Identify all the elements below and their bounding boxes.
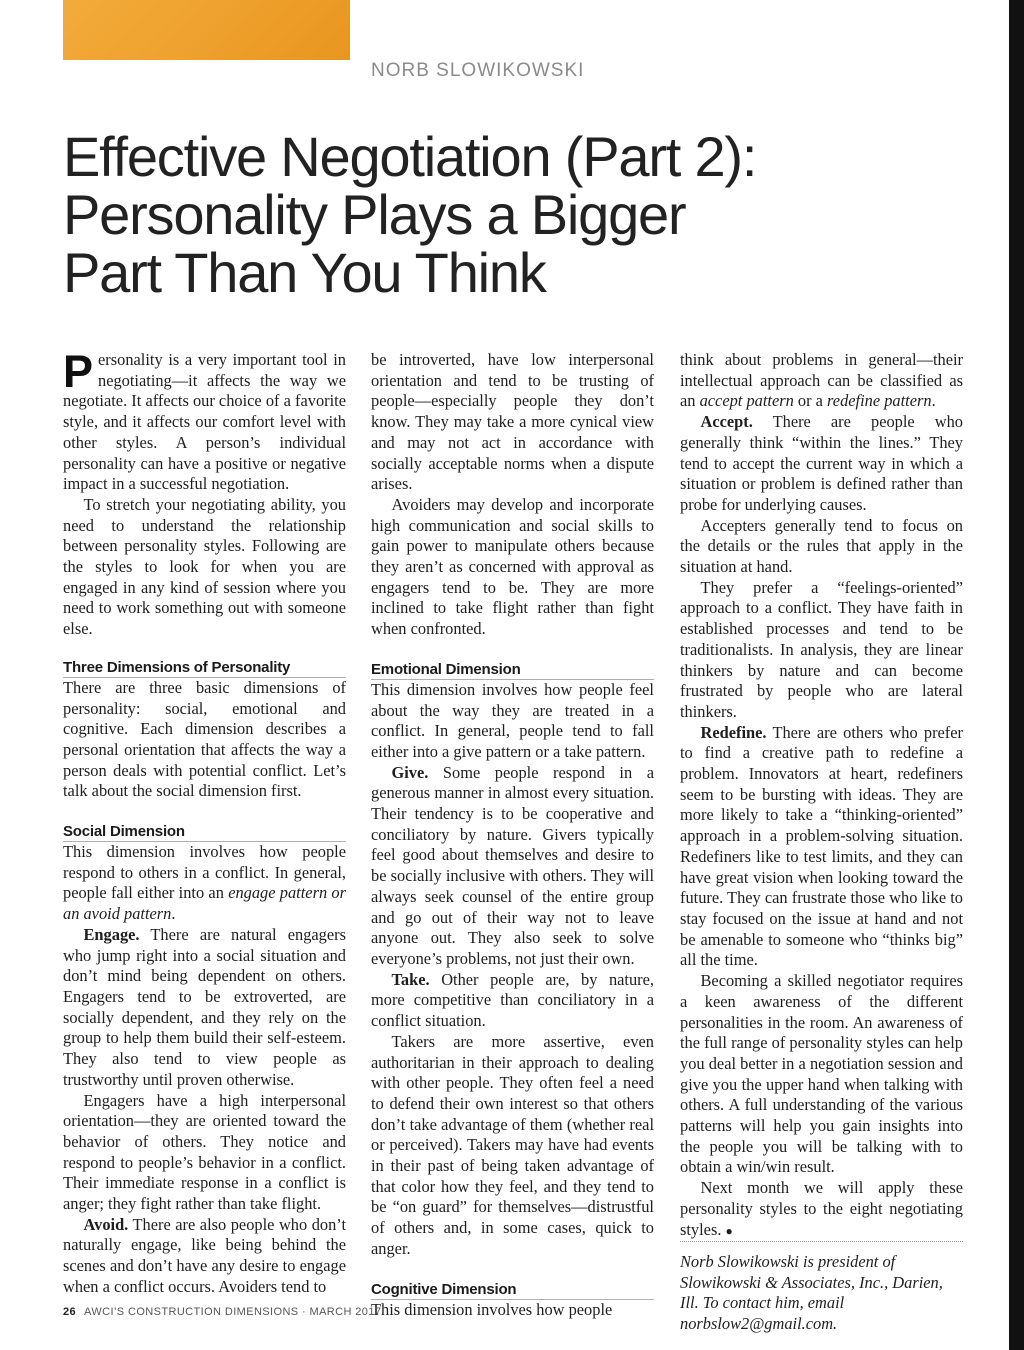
title-line: Personality Plays a Bigger: [63, 183, 686, 246]
body-paragraph: To stretch your negotiating ability, you need to understand the relationship between personality styles. Following are the styles to look for when you are engaged in any kind of session where you need to work something out with someone else.: [63, 494, 346, 639]
title-line: Part Than You Think: [63, 241, 546, 304]
intro-paragraph: Personality is a very important tool in negotiating—it affects the way we negotiate. It affects our choice of a favorite style, and it affects our comfort level with other styles. A person’s individual personality can have a positive or negative impact in a successful negotiation.: [63, 346, 346, 494]
page-footer: [63, 1306, 381, 1318]
body-paragraph: Redefine. There are others who prefer to find a creative path to redefine a problem. Innovators at heart, redefiners seem to be bursting with ideas. They are more likely to take a “thinking-oriented” approach in a problem-solving situation. Redefiners like to test limits, and they can have great vision when looking toward the future. They can frustrate those who like to stay focused on the issue at hand and not be amenable to someone who “thinks big” all the time.: [680, 722, 963, 970]
section-heading: Cognitive Dimension: [371, 1281, 654, 1300]
run-in-label: Give.: [391, 762, 429, 782]
body-paragraph: Give. Some people respond in a generous manner in almost every situation. Their tendency is to be cooperative and conciliatory by nature. Givers typically feel good about themselves and desire to be socially inclusive with others. They will always seek counsel of the entire group and go out of their way not to leave anyone out. They also seek to solve everyone’s problems, not just their own.: [371, 762, 654, 968]
article-title: [63, 125, 963, 304]
body-paragraph: There are three basic dimensions of personality: social, emotional and cognitive. Each dimension describes a personal orientation that affects the way a person deals with potential conflict. Let’s talk about the social dimension first.: [63, 677, 346, 801]
body-paragraph: Next month we will apply these personality styles to the eight negotiating styles. ●: [680, 1178, 963, 1239]
run-in-label: Engage.: [83, 924, 140, 944]
author-kicker: NORB SLOWIKOWSKI: [371, 60, 585, 81]
title-line: Effective Negotiation (Part 2):: [63, 125, 757, 188]
body-paragraph: be introverted, have low interpersonal orientation and tend to be trusting of people—especially people they don’t know. They may take a more cynical view and may not act in accordance with socially acceptable norms when a dispute arises.: [371, 350, 654, 494]
author-bio: Norb Slowikowski is president of Slowikowski & Associates, Inc., Darien, Ill. To contact him, email norbslow2@gmail.com.: [680, 1241, 963, 1334]
body-paragraph: They prefer a “feelings-oriented” approach to a conflict. They have faith in established processes and tend to be traditionalists. In analysis, they are linear thinkers by nature and can become frustrated by people who are lateral thinkers.: [680, 577, 963, 721]
run-in-label: Redefine.: [700, 722, 767, 742]
run-in-label: Accept.: [700, 412, 753, 432]
run-in-label: Take.: [391, 969, 430, 989]
page-number: 26: [63, 1306, 77, 1318]
body-paragraph: Accept. There are people who generally think “within the lines.” They tend to accept the current way in which a situation or problem is defined rather than probe for underlying causes.: [680, 412, 963, 514]
section-heading: Social Dimension: [63, 823, 346, 842]
body-paragraph: This dimension involves how people feel about the way they are treated in a conflict. In general, people tend to fall either into a give pattern or a take pattern.: [371, 679, 654, 761]
body-paragraph: Becoming a skilled negotiator requires a keen awareness of the different personalities in the room. An awareness of the full range of personality styles can help you deal better in a negotiation session and give you the upper hand when talking with others. A full understanding of the various patterns will help you gain insights into the people you will be talking with to obtain a win/win result.: [680, 971, 963, 1177]
text-column-2: [371, 350, 654, 1320]
body-paragraph: Engage. There are natural engagers who jump right into a social situation and don’t mind being dependent on others. Engagers tend to be extroverted, are socially dependent, and they rely on the group to help them build their self-esteem. They also tend to view people as trustworthy until proven otherwise.: [63, 924, 346, 1089]
body-paragraph: Accepters generally tend to focus on the details or the rules that apply in the situation at hand.: [680, 515, 963, 577]
section-heading: Three Dimensions of Personality: [63, 659, 346, 678]
run-in-label: Avoid.: [83, 1214, 129, 1234]
orange-header-block: [63, 0, 350, 60]
body-paragraph: Avoid. There are also people who don’t naturally engage, like being behind the scenes and don’t have any desire to engage when a conflict occurs. Avoiders tend to: [63, 1214, 346, 1296]
body-paragraph: This dimension involves how people: [371, 1299, 613, 1319]
body-paragraph: Takers are more assertive, even authoritarian in their approach to dealing with other people. They often feel a need to defend their own interest so that others don’t take advantage of them (whether real or perceived). Takers may have had events in their past of being taken advantage of that color how they feel, and they tend to be “on guard” for themselves—distrustful of others and, in some cases, quick to anger.: [371, 1031, 654, 1258]
text-column-1: [63, 346, 346, 1298]
body-paragraph: This dimension involves how people respond to others in a conflict. In general, people fall either into an engage pattern or an avoid pattern.: [63, 842, 346, 924]
page-edge-bar: [1009, 0, 1024, 1350]
text-column-3: [680, 350, 963, 1334]
body-paragraph: Engagers have a high interpersonal orientation—they are oriented toward the behavior of others. They notice and respond to people’s behavior in a conflict. Their immediate response in a conflict is anger; they fight rather than take flight.: [63, 1090, 346, 1214]
body-paragraph: Avoiders may develop and incorporate high communication and social skills to gain power to manipulate others because they aren’t as concerned with approval as engagers tend to be. They are more inclined to take flight rather than fight when confronted.: [371, 494, 654, 639]
section-heading: Emotional Dimension: [371, 661, 654, 680]
body-paragraph: think about problems in general—their intellectual approach can be classified as an accept pattern or a redefine pattern.: [680, 350, 963, 411]
publication-line: AWCI’S CONSTRUCTION DIMENSIONS · MARCH 2017: [84, 1306, 382, 1318]
body-paragraph: Take. Other people are, by nature, more competitive than conciliatory in a conflict situation.: [371, 969, 654, 1031]
end-mark-icon: ●: [725, 1223, 733, 1238]
drop-cap: P: [63, 346, 94, 397]
